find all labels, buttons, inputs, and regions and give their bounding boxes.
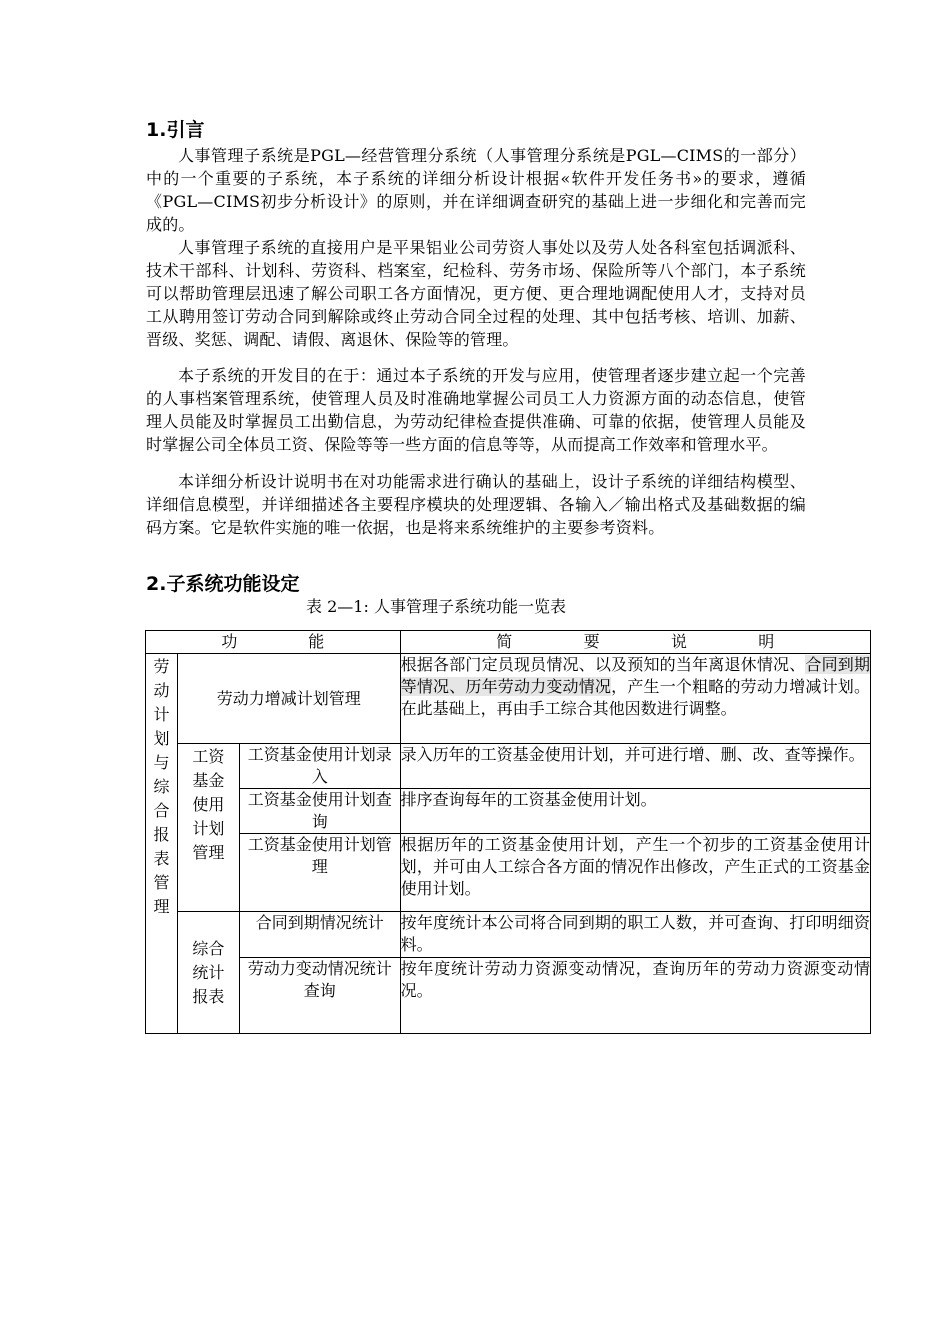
table-row [146, 789, 871, 834]
header-function-char: 功 [221, 632, 238, 651]
function-description [400, 654, 870, 744]
table-row [146, 912, 871, 958]
subgroup-label: 综合统计报表 [192, 939, 225, 1006]
header-description-char: 要 [583, 632, 600, 651]
header-function [146, 631, 401, 654]
function-name: 劳动力变动情况统计查询 [239, 958, 400, 1034]
table-row [146, 744, 871, 789]
subgroup-label-cell [177, 744, 239, 912]
section-2-heading: 2.子系统功能设定 [146, 573, 300, 595]
header-description-char: 明 [758, 632, 775, 651]
paragraph-3: 本子系统的开发目的在于：通过本子系统的开发与应用，使管理者逐步建立起一个完善的人事档案管理系统，使管理人员及时准确地掌握公司员工人力资源方面的动态信息，使管理人员能及时掌握员工出勤信息，为劳动纪律检查提供准确、可靠的依据，使管理人员能及时掌握公司全体员工资、保险等等一些方面的信息等等，从而提高工作效率和管理水平。 [146, 366, 806, 454]
function-table [145, 630, 871, 1034]
function-description: 按年度统计本公司将合同到期的职工人数，并可查询、打印明细资料。 [400, 912, 870, 958]
function-name: 劳动力增减计划管理 [216, 688, 361, 708]
group-label-cell [146, 654, 178, 1034]
paragraph-1: 人事管理子系统是PGL—经营管理分系统（人事管理分系统是PGL—CIMS的一部分）中的一个重要的子系统，本子系统的详细分析设计根据«软件开发任务书»的要求，遵循《PGL—CIMS初步分析设计》的原则，并在详细调查研究的基础上进一步细化和完善而完成的。 [146, 146, 806, 234]
header-description [400, 631, 870, 654]
table-row [146, 654, 871, 744]
table-caption: 表 2—1: 人事管理子系统功能一览表 [306, 597, 566, 616]
section-1-heading: 1.引言 [146, 119, 205, 141]
function-name: 合同到期情况统计 [239, 912, 400, 958]
function-description: 按年度统计劳动力资源变动情况，查询历年的劳动力资源变动情况。 [400, 958, 870, 1034]
description-text: 根据各部门定员现员情况、以及预知的当年离退休情况、 [400, 655, 806, 674]
table-header-row [146, 631, 871, 654]
function-name: 工资基金使用计划录入 [239, 744, 400, 789]
highlighted-text: 合同到期等情况、历年劳动力变动情况 [400, 655, 870, 696]
subgroup-label: 工资基金使用计划管理 [192, 747, 225, 862]
description-text: ，产生一个粗略的劳动力增减计划。在此基础上，再由手工综合其他因数进行调整。 [400, 677, 870, 718]
subgroup-label-cell [177, 912, 239, 1034]
function-name: 工资基金使用计划查询 [239, 789, 400, 834]
function-name: 工资基金使用计划管理 [239, 834, 400, 912]
header-function-char: 能 [308, 632, 325, 651]
function-description: 录入历年的工资基金使用计划，并可进行增、删、改、查等操作。 [400, 744, 870, 789]
paragraph-2: 人事管理子系统的直接用户是平果铝业公司劳资人事处以及劳人处各科室包括调派科、技术干部科、计划科、劳资科、档案室，纪检科、劳务市场、保险所等八个部门，本子系统可以帮助管理层迅速了解公司职工各方面情况，更方便、更合理地调配使用人才，支持对员工从聘用签订劳动合同到解除或终止劳动合同全过程的处理、其中包括考核、培训、加薪、晋级、奖惩、调配、请假、离退休、保险等的管理。 [146, 238, 806, 349]
header-description-char: 简 [496, 632, 513, 651]
header-description-char: 说 [670, 632, 687, 651]
function-description: 排序查询每年的工资基金使用计划。 [400, 789, 870, 834]
table-row [146, 958, 871, 1034]
function-name-cell [177, 654, 400, 744]
paragraph-4: 本详细分析设计说明书在对功能需求进行确认的基础上，设计子系统的详细结构模型、详细信息模型，并详细描述各主要程序模块的处理逻辑、各输入／输出格式及基础数据的编码方案。它是软件实施的唯一依据，也是将来系统维护的主要参考资料。 [146, 472, 806, 537]
table-row [146, 834, 871, 912]
function-description: 根据历年的工资基金使用计划，产生一个初步的工资基金使用计划，并可由人工综合各方面的情况作出修改，产生正式的工资基金使用计划。 [400, 834, 870, 912]
group-label: 劳动计划与综合报表管理 [153, 657, 170, 916]
